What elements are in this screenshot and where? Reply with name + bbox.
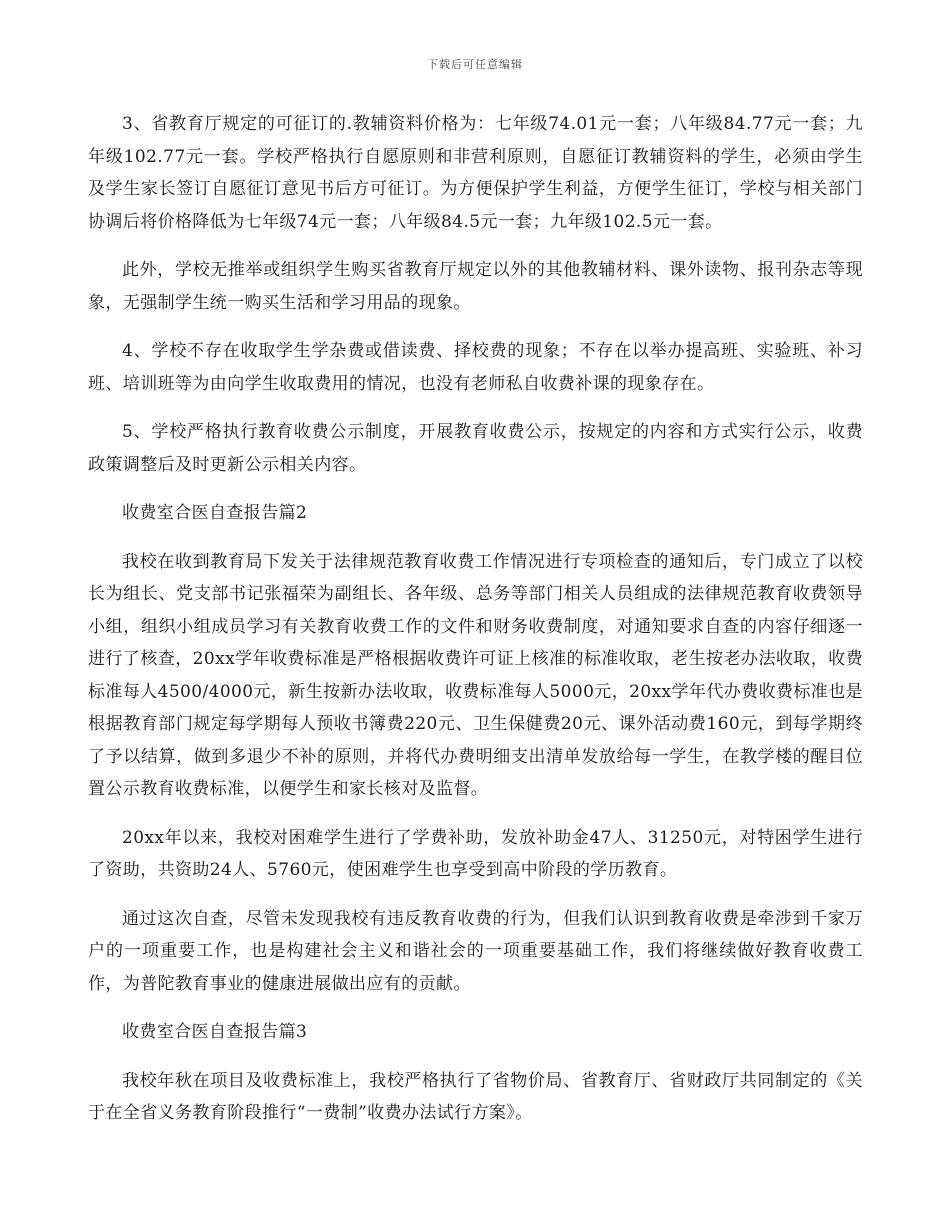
paragraph-item-5-fee-disclosure: 5、学校严格执行教育收费公示制度，开展教育收费公示，按规定的内容和方式实行公示，收费政策调整后及时更新公示相关内容。 bbox=[88, 422, 863, 475]
paragraph-item-4-no-extra-fees: 4、学校不存在收取学生学杂费或借读费、择校费的现象；不存在以举办提高班、实验班、补习班、培训班等为由向学生收取费用的情况，也没有老师私自收费补课的现象存在。 bbox=[88, 341, 863, 394]
paragraph-conclusion: 通过这次自查，尽管未发现我校有违反教育收费的行为，但我们认识到教育收费是牵涉到千家万户的一项重要工作，也是构建社会主义和谐社会的一项重要基础工作，我们将继续做好教育收费工作，为普陀教育事业的健康进展做出应有的贡献。 bbox=[88, 908, 863, 994]
paragraph-item-3-pricing: 3、省教育厅规定的可征订的.教辅资料价格为：七年级74.01元一套；八年级84.77元一套；九年级102.77元一套。学校严格执行自愿原则和非营利原则，自愿征订教辅资料的学生，必须由学生及学生家长签订自愿征订意见书后方可征订。为方便保护学生利益，方便学生征订，学校与相关部门协调后将价格降低为七年级74元一套；八年级84.5元一套；九年级102.5元一套。 bbox=[88, 114, 863, 232]
document-body bbox=[88, 108, 863, 1146]
paragraph-self-inspection-process: 我校在收到教育局下发关于法律规范教育收费工作情况进行专项检查的通知后，专门成立了以校长为组长、党支部书记张福荣为副组长、各年级、总务等部门相关人员组成的法律规范教育收费领导小组，组织小组成员学习有关教育收费工作的文件和财务收费制度，对通知要求自查的内容仔细逐一进行了核查，20xx学年收费标准是严格根据收费许可证上核准的标准收取，老生按老办法收取，收费标准每人4500/4000元，新生按新办法收取，收费标准每人5000元，20xx学年代办费收费标准也是根据教育部门规定每学期每人预收书簿费220元、卫生保健费20元、课外活动费160元，到每学期终了予以结算，做到多退少不补的原则，并将代办费明细支出清单发放给每一学生，在教学楼的醒目位置公示教育收费标准，以便学生和家长核对及监督。 bbox=[88, 551, 863, 799]
paragraph-student-aid: 20xx年以来，我校对困难学生进行了学费补助，发放补助金47人、31250元，对特困学生进行了资助，共资助24人、5760元，使困难学生也享受到高中阶段的学历教育。 bbox=[88, 827, 863, 880]
page-header: 下载后可任意编辑 bbox=[427, 58, 523, 71]
section-heading-report-2: 收费室合医自查报告篇2 bbox=[122, 503, 308, 523]
paragraph-one-fee-policy: 我校年秋在项目及收费标准上，我校严格执行了省物价局、省教育厅、省财政厅共同制定的《关于在全省义务教育阶段推行“一费制”收费办法试行方案》。 bbox=[88, 1070, 863, 1123]
paragraph-no-forced-purchase: 此外，学校无推举或组织学生购买省教育厅规定以外的其他教辅材料、课外读物、报刊杂志等现象，无强制学生统一购买生活和学习用品的现象。 bbox=[88, 260, 863, 313]
section-heading-report-3: 收费室合医自查报告篇3 bbox=[122, 1022, 308, 1042]
